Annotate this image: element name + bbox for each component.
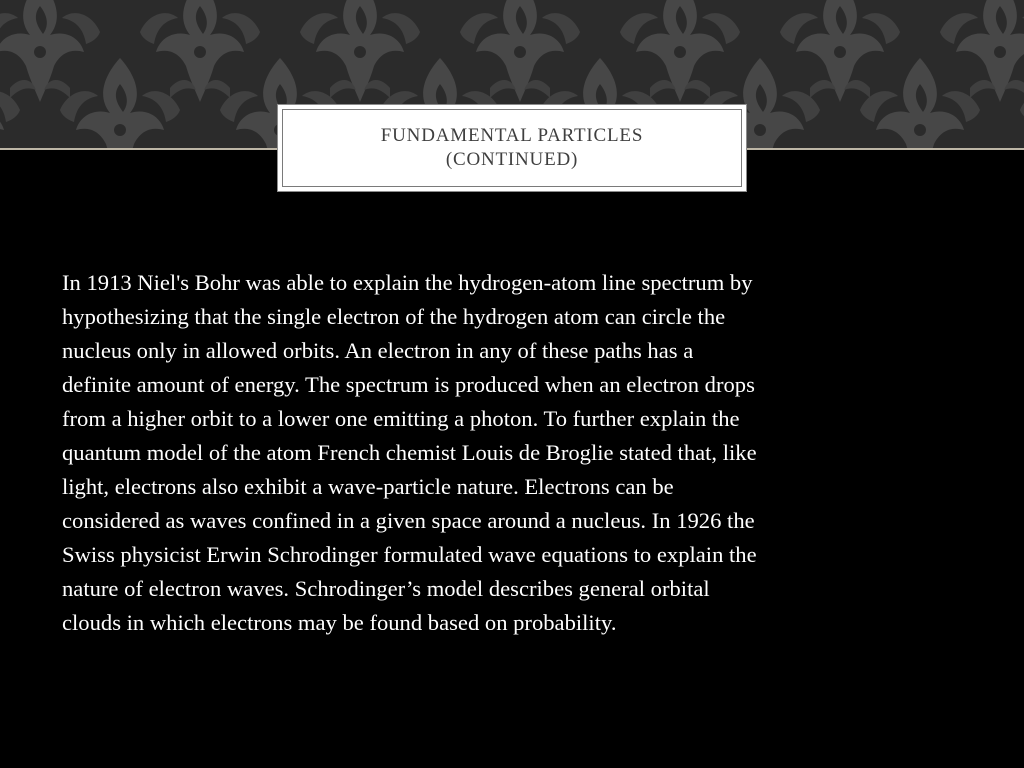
body-line: from a higher orbit to a lower one emitting a photon. To further explain the [62, 406, 740, 431]
body-line: In 1913 Niel's Bohr was able to explain the hydrogen-atom line spectrum by [62, 270, 753, 295]
body-line: nature of electron waves. Schrodinger’s model describes general orbital [62, 576, 710, 601]
body-line: definite amount of energy. The spectrum is produced when an electron drops [62, 372, 755, 397]
title-frame [282, 109, 742, 187]
body-line: Swiss physicist Erwin Schrodinger formulated wave equations to explain the [62, 542, 757, 567]
body-line: hypothesizing that the single electron of the hydrogen atom can circle the [62, 304, 726, 329]
slide-subtitle: (CONTINUED) [445, 149, 579, 170]
body-line: light, electrons also exhibit a wave-particle nature. Electrons can be [62, 474, 674, 499]
body-line: considered as waves confined in a given space around a nucleus. In 1926 the [62, 508, 755, 533]
body-line: nucleus only in allowed orbits. An electron in any of these paths has a [62, 338, 694, 363]
body-paragraph [62, 266, 972, 640]
body-line: clouds in which electrons may be found based on probability. [62, 610, 617, 635]
slide-title: FUNDAMENTAL PARTICLES [380, 125, 644, 146]
title-box [277, 104, 747, 192]
body-line: quantum model of the atom French chemist Louis de Broglie stated that, like [62, 440, 757, 465]
